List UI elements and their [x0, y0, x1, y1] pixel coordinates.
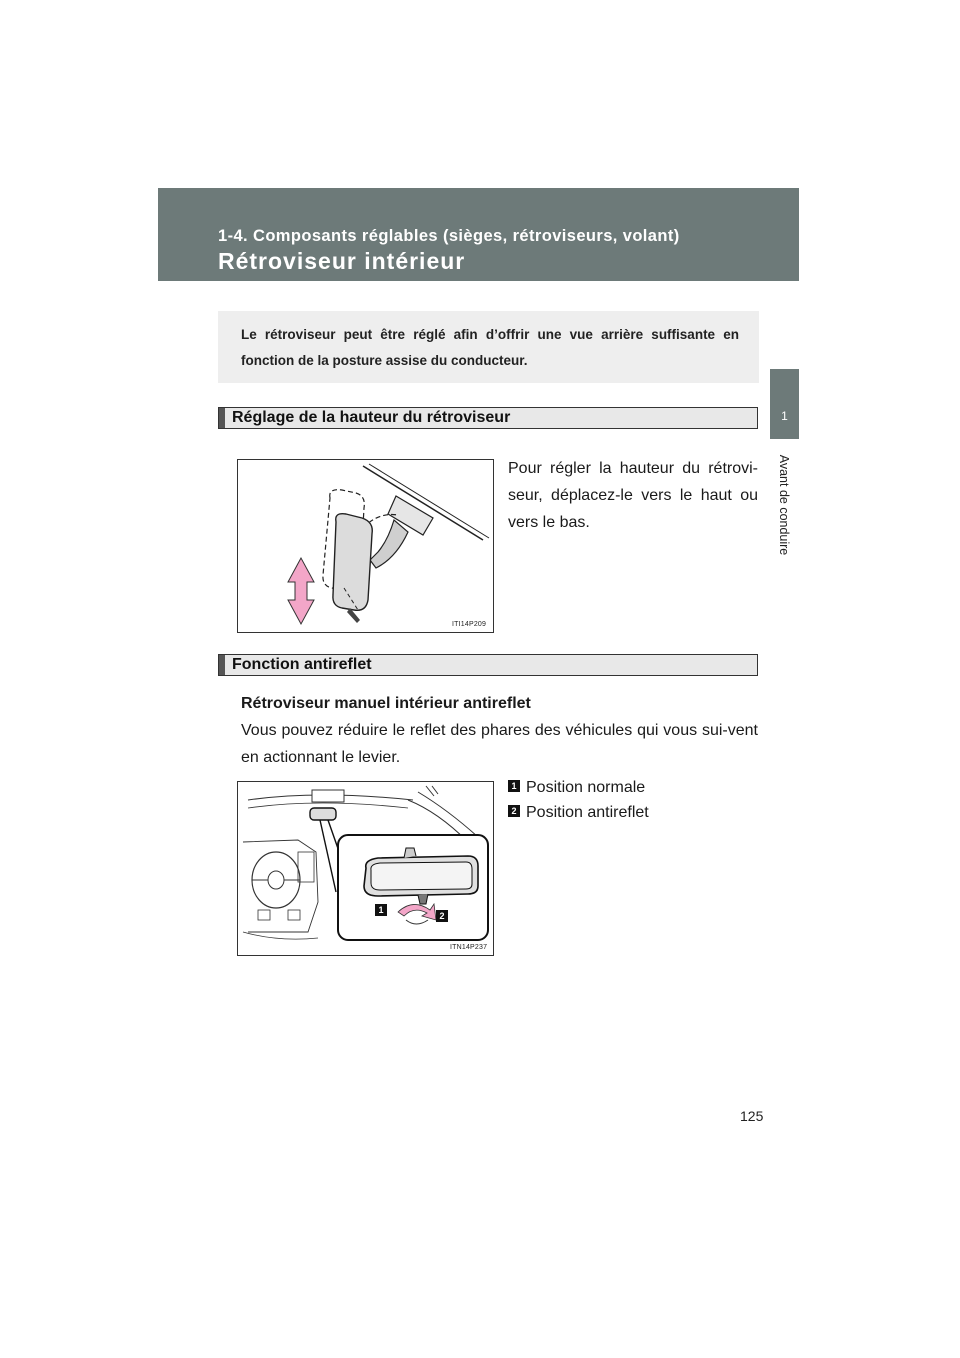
page-title: Rétroviseur intérieur — [218, 248, 466, 274]
mirror-height-figure — [237, 459, 494, 633]
figure-code: ITI14P209 — [452, 621, 487, 628]
legend-badge-2: 2 — [508, 805, 520, 817]
section-heading-antiglare — [218, 654, 758, 676]
heading-bar — [219, 408, 225, 428]
legend-badge-1: 1 — [508, 780, 520, 792]
section-label: 1-4. Composants réglables (sièges, rétroviseurs, volant) — [218, 227, 680, 245]
heading-bar — [219, 655, 225, 675]
legend-item-2 — [508, 804, 649, 822]
height-adjust-arrow-icon — [288, 558, 314, 624]
legend-item-1 — [508, 779, 645, 797]
intro-text: Le rétroviseur peut être réglé afin d’offrir une vue arrière suffisante en fonction de la posture assise du conducteur. — [241, 327, 739, 368]
svg-text:2: 2 — [439, 911, 445, 921]
section-heading-height-label: Réglage de la hauteur du rétroviseur — [232, 409, 511, 426]
chapter-tab[interactable] — [770, 369, 799, 439]
antiglare-illustration — [238, 782, 493, 955]
mirror-height-illustration — [238, 460, 493, 632]
height-instructions: Pour régler la hauteur du rétrovi-seur, déplacez-le vers le haut ou vers le bas. — [508, 460, 758, 531]
antiglare-subheading: Rétroviseur manuel intérieur antireflet — [241, 695, 531, 712]
svg-text:1: 1 — [378, 905, 384, 915]
antiglare-figure — [237, 781, 494, 956]
legend-label-1: Position normale — [526, 779, 646, 796]
figure-code: ITN14P237 — [450, 944, 488, 951]
section-heading-height — [218, 407, 758, 429]
chapter-label: Avant de conduire — [777, 454, 791, 556]
side-tab-spacer — [770, 281, 799, 369]
section-heading-antiglare-label: Fonction antireflet — [232, 656, 372, 673]
page-number: 125 — [740, 1108, 764, 1124]
chapter-number: 1 — [781, 409, 788, 423]
legend-label-2: Position antireflet — [526, 804, 649, 821]
antiglare-text: Vous pouvez réduire le reflet des phares des véhicules qui vous sui-vent en actionnant le levier. — [241, 722, 758, 766]
